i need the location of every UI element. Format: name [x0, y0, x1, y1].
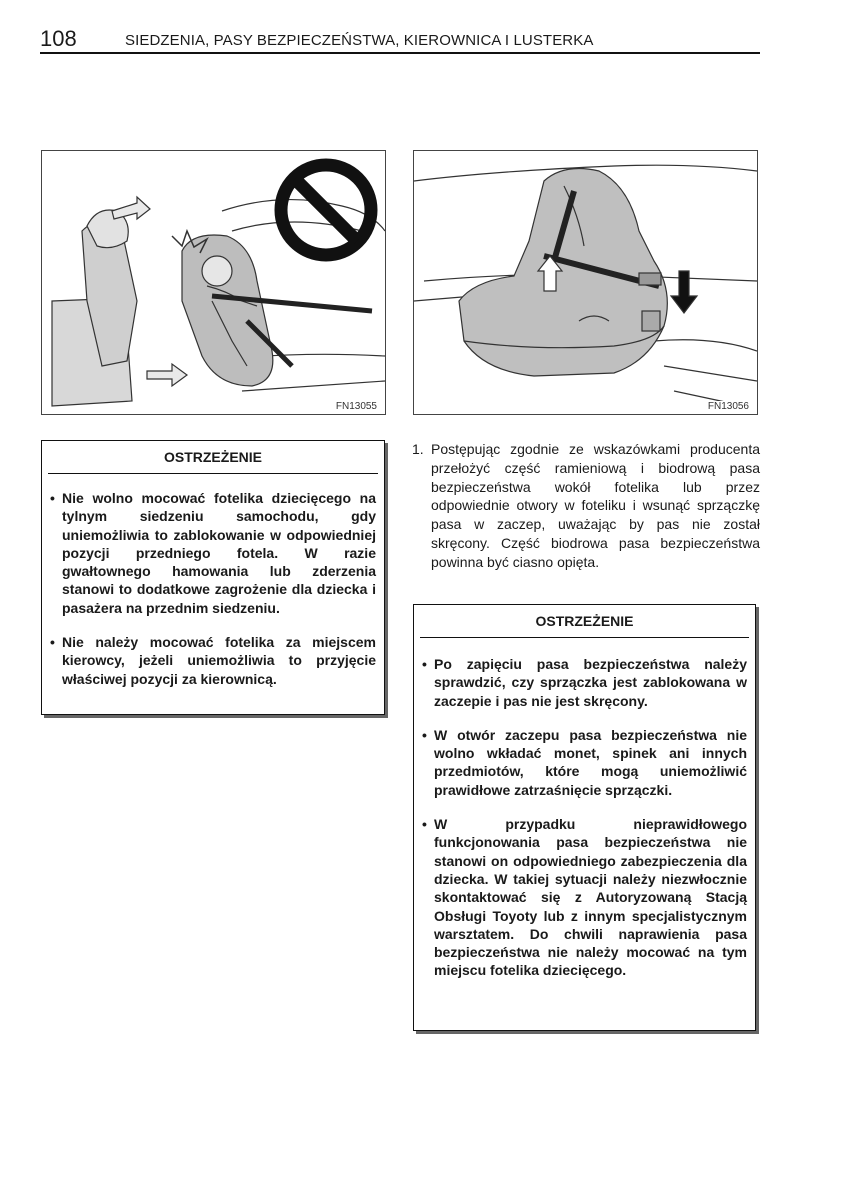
warning-box-seat-position: [41, 440, 385, 715]
warning-item: • W otwór zaczepu pasa bezpieczeństwa nie wolno wkładać monet, spinek ani innych przedmiotów, które mogą uniemożliwić prawidłowe zatrzaśnięcie sprzączki.: [422, 726, 747, 799]
warning-item: • Nie należy mocować fotelika za miejscem kierowcy, jeżeli uniemożliwia to przyjęcie właściwej pozycji za kierownicą.: [50, 633, 376, 688]
step-number: 1.: [412, 441, 424, 457]
warning-title: OSTRZEŻENIE: [48, 441, 378, 474]
figure-code: FN13055: [335, 401, 377, 412]
child-seat-collision-drawing: [42, 151, 385, 414]
step-text: Postępując zgodnie ze wskazówkami producenta przełożyć część ramieniową i biodrową pasa bezpieczeństwa wokół fotelika lub przez odpowiednie otwory w foteliku i wsunąć sprzączkę pasa w zaczep, uważając by pas nie został skręcony. Część biodrowa pasa bezpieczeństwa powinna być ciasno opięta.: [431, 441, 760, 570]
figure-code: FN13056: [707, 401, 749, 412]
prohibition-icon: [281, 165, 371, 255]
warning-list: [42, 474, 384, 688]
child-seat-belt-routing-drawing: [414, 151, 757, 414]
instruction-step-1: [412, 440, 760, 572]
warning-box-belt-buckle: [413, 604, 756, 1031]
warning-item: • Po zapięciu pasa bezpieczeństwa należy sprawdzić, czy sprzączka jest zablokowana w zaczepie i pas nie jest skręcony.: [422, 655, 747, 710]
section-title: SIEDZENIA, PASY BEZPIECZEŃSTWA, KIEROWNICA I LUSTERKA: [125, 32, 594, 49]
warning-item: • Nie wolno mocować fotelika dziecięcego na tylnym siedzeniu samochodu, gdy uniemożliwia to zablokowanie w odpowiedniej pozycji przedniego fotela. W razie gwałtownego hamowania lub zderzenia stanowi to dodatkowe zagrożenie dla dziecka i pasażera na przednim siedzeniu.: [50, 489, 376, 617]
warning-item: • W przypadku nieprawidłowego funkcjonowania pasa bezpieczeństwa nie stanowi on odpowiedniego zabezpieczenia dla dziecka. W takiej sytuacji należy niezwłocznie skontaktować się z Autoryzowaną Stacją Obsługi Toyoty lub z innym specjalistycznym warsztatem. Do chwili naprawienia pasa bezpieczeństwa nie należy mocować na tym miejscu fotelika dziecięcego.: [422, 815, 747, 980]
page-number: 108: [40, 26, 77, 51]
illustration-child-seat-belt-routing: [413, 150, 758, 415]
warning-list: [414, 638, 755, 980]
illustration-child-seat-collision: [41, 150, 386, 415]
warning-title: OSTRZEŻENIE: [420, 605, 749, 638]
page-header: [40, 26, 760, 54]
